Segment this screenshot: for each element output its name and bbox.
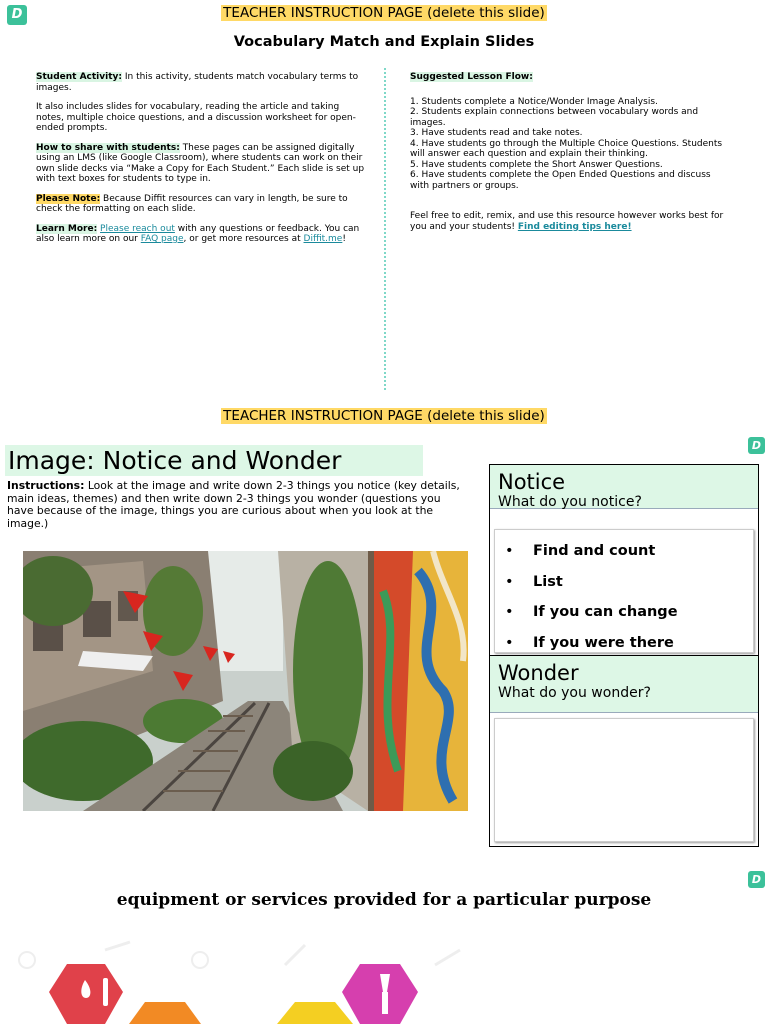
instructions: [7, 480, 467, 530]
notice-bullet: • Find and count: [505, 543, 656, 559]
street-photo-illustration: [23, 551, 468, 811]
notice-bullet-text: List: [533, 573, 563, 590]
footer-text: Feel free to edit, remix, and use this resource however works best for you and your students!: [410, 211, 724, 232]
diffit-me-link[interactable]: Diffit.me: [303, 234, 343, 244]
learn-label: Learn More:: [36, 223, 98, 234]
learn-text-3: !: [342, 234, 346, 244]
notice-bullet-text: Find and count: [533, 543, 656, 559]
notice-subtitle: What do you notice?: [498, 494, 642, 510]
activity-label: Student Activity:: [36, 72, 122, 82]
wonder-header: [490, 655, 758, 713]
facility-icons-image: [15, 940, 475, 1024]
faq-link[interactable]: FAQ page: [140, 234, 184, 244]
editing-tips-link[interactable]: Find editing tips here!: [517, 221, 632, 232]
includes-text: It also includes slides for vocabulary, reading the article and taking notes, multiple choice questions, and a discussion worksheet for open-ended prompts.: [36, 102, 356, 133]
teacher-instruction-banner-2: [0, 408, 768, 424]
lesson-step: 2. Students explain connections between vocabulary words and images.: [410, 107, 699, 128]
diffit-logo-icon: D: [7, 5, 27, 25]
instructions-text: Look at the image and write down 2-3 things you notice (key details, main ideas, themes) and then write down 2-3 things you wonder (questions you have because of the image, things you are curious about when you look at the image.): [7, 479, 460, 530]
reach-out-link[interactable]: Please reach out: [100, 223, 175, 234]
activity-text: In this activity, students match vocabulary terms to images.: [36, 72, 359, 93]
wonder-answer-box[interactable]: [494, 718, 754, 842]
definition-text: equipment or services provided for a particular purpose: [116, 890, 652, 910]
notice-wonder-title-bg: [5, 445, 423, 476]
lesson-steps: [410, 97, 730, 192]
notice-wonder-title: Image: Notice and Wonder: [8, 446, 342, 475]
diffit-logo-icon: D: [748, 437, 765, 454]
share-label: How to share with students:: [36, 142, 180, 153]
notice-bullet: • If you were there: [505, 634, 674, 651]
notice-bullet: • List: [505, 573, 563, 590]
notice-bullet: • If you can change: [505, 604, 678, 620]
instructions-right-column: [410, 72, 730, 241]
notice-bullets: [495, 530, 753, 658]
banner-text: TEACHER INSTRUCTION PAGE (delete this slide): [223, 5, 545, 21]
wonder-subtitle: What do you wonder?: [498, 685, 651, 701]
learn-text-2: , or get more resources at: [183, 234, 304, 244]
column-divider: [384, 68, 386, 390]
notice-wonder-panel: [489, 464, 759, 847]
learn-text: with any questions or feedback. You can also learn more on our: [36, 223, 360, 244]
lesson-step: 1. Students complete a Notice/Wonder Image Analysis.: [410, 96, 658, 107]
share-text: These pages can be assigned digitally using an LMS (like Google Classroom), where students can work on their own slide decks via “Make a Copy for Each Student.” Each slide is set up with text boxes for students to type in.: [36, 142, 365, 184]
note-label: Please Note:: [36, 193, 101, 204]
notice-bullet-text: If you can change: [533, 604, 678, 620]
note-text: Because Diffit resources can vary in length, be sure to check the formatting on each slide.: [36, 193, 348, 214]
facility-hexagon-illustration: [15, 940, 475, 1024]
street-train-track-image: [23, 551, 468, 811]
lesson-step: 6. Have students complete the Open Ended Questions and discuss with partners or groups.: [410, 170, 711, 191]
instructions-left-column: [36, 72, 366, 254]
lesson-step: 5. Have students complete the Short Answer Questions.: [410, 159, 663, 170]
notice-answer-box[interactable]: [494, 529, 754, 653]
lesson-step: 3. Have students read and take notes.: [410, 128, 583, 138]
flow-label: Suggested Lesson Flow:: [410, 72, 533, 82]
notice-title: Notice: [498, 470, 566, 494]
wonder-title: Wonder: [498, 661, 579, 685]
instructions-label: Instructions:: [7, 479, 85, 492]
notice-header: [490, 465, 758, 509]
slide-title: Vocabulary Match and Explain Slides: [233, 34, 535, 50]
lesson-step: 4. Have students go through the Multiple Choice Questions. Students will answer each question and explain their thinking.: [410, 138, 723, 159]
teacher-instruction-banner: [0, 5, 768, 21]
diffit-logo-icon: D: [748, 871, 765, 888]
banner-text: TEACHER INSTRUCTION PAGE (delete this slide): [223, 408, 545, 424]
notice-bullet-text: If you were there: [533, 634, 674, 651]
